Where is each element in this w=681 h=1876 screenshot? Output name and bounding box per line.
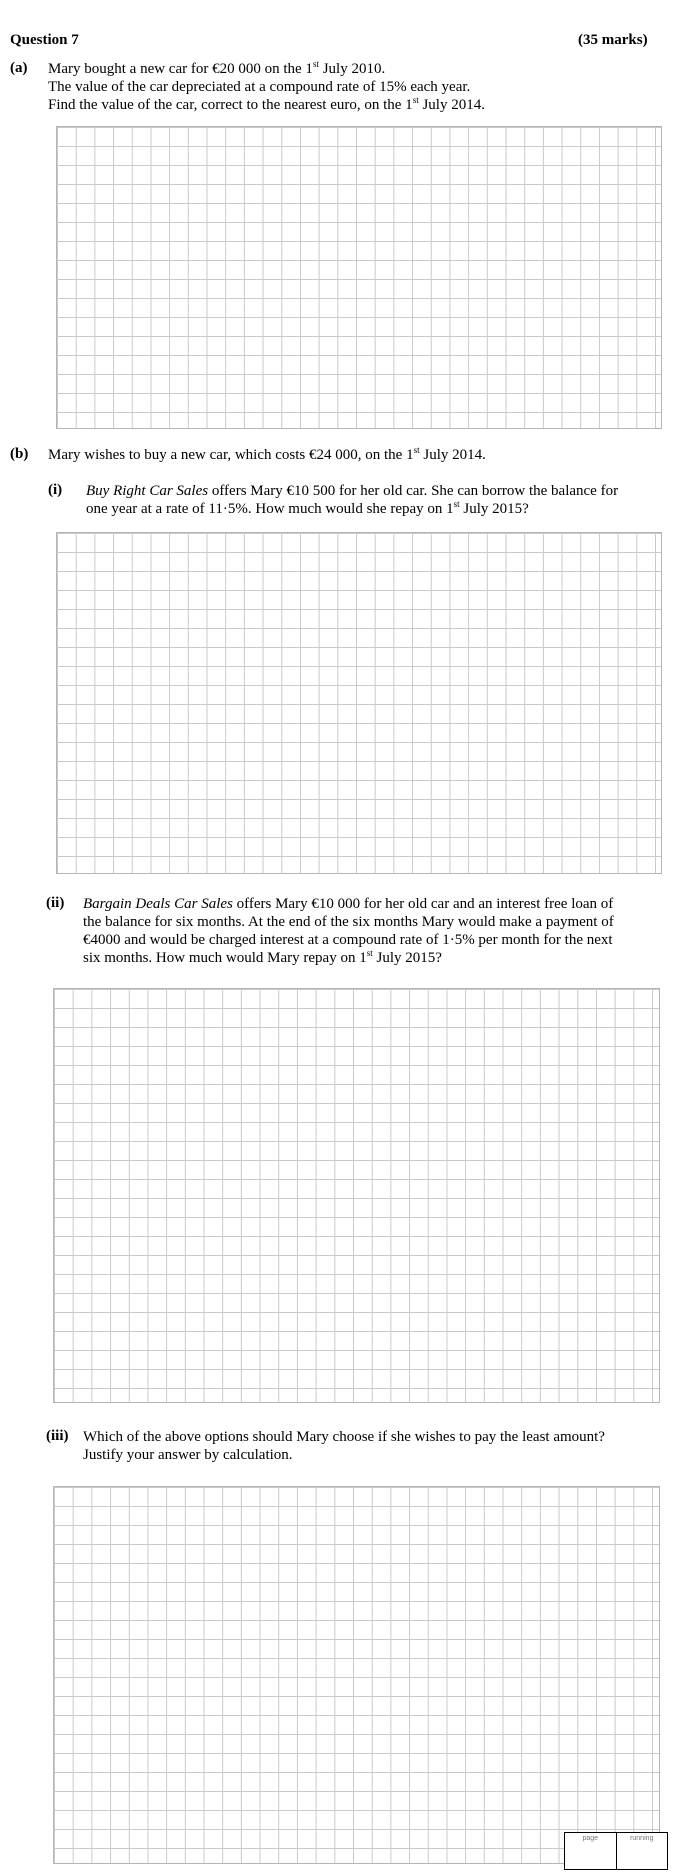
part-b-ii-line-3: €4000 and would be charged interest at a compound rate of 1·5% per month for the next [83, 932, 613, 948]
part-a-line-2: The value of the car depreciated at a compound rate of 15% each year. [48, 79, 471, 95]
part-b-ii-line-4: six months. How much would Mary repay on 1st July 2015? [83, 948, 442, 966]
page-cell: page [565, 1833, 617, 1869]
marks-label: (35 marks) [578, 32, 648, 48]
part-b-ii-text [83, 895, 614, 967]
running-cell: running [630, 1835, 654, 1842]
part-b-ii-line-1: Bargain Deals Car Sales offers Mary €10 000 for her old car and an interest free loan of [83, 896, 614, 912]
part-b-ii-line-2: the balance for six months. At the end of the six months Mary would make a payment of [83, 914, 614, 930]
part-b-i-line-2: one year at a rate of 11·5%. How much would she repay on 1st July 2015? [86, 499, 529, 517]
part-b-line-1: Mary wishes to buy a new car, which costs €24 000, on the 1st July 2014. [48, 445, 486, 463]
part-b-ii-label: (ii) [46, 895, 65, 911]
part-b-iii-text [83, 1428, 605, 1464]
answer-grid-b-i[interactable] [56, 532, 662, 874]
part-a-line-3: Find the value of the car, correct to the nearest euro, on the 1st July 2014. [48, 95, 485, 113]
page-running-box [564, 1832, 668, 1870]
answer-grid-b-iii[interactable] [53, 1486, 660, 1864]
part-b-iii-line-1: Which of the above options should Mary choose if she wishes to pay the least amount? [83, 1429, 605, 1445]
part-b-iii-label: (iii) [46, 1428, 69, 1444]
question-title: Question 7 [10, 32, 79, 48]
part-b-i-line-1: Buy Right Car Sales offers Mary €10 500 for her old car. She can borrow the balance for [86, 483, 619, 499]
part-b-i-text [86, 482, 618, 518]
part-b-text [48, 446, 486, 464]
part-b-i-label: (i) [48, 482, 63, 498]
part-a-line-1: Mary bought a new car for €20 000 on the 1st July 2010. [48, 59, 386, 77]
part-b-label: (b) [10, 446, 29, 462]
answer-grid-a[interactable] [56, 126, 662, 429]
part-a-text [48, 60, 485, 114]
answer-grid-b-ii[interactable] [53, 988, 660, 1403]
part-b-iii-line-2: Justify your answer by calculation. [83, 1447, 293, 1463]
part-a-label: (a) [10, 60, 28, 76]
